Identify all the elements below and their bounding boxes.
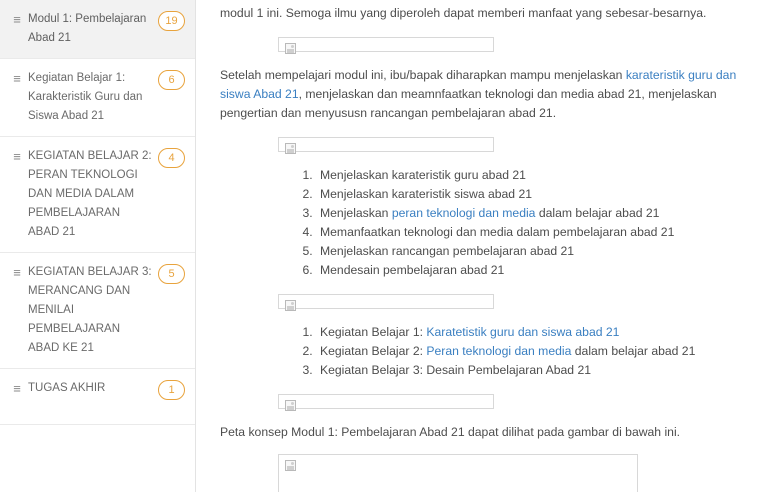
course-navigation-sidebar: [0, 0, 196, 492]
broken-image-icon: [285, 43, 296, 54]
sidebar-item-label: Kegiatan Belajar 1: Karakteristik Guru dan Siswa Abad 21: [28, 72, 143, 122]
concept-map-paragraph: Peta konsep Modul 1: Pembelajaran Abad 21 dapat dilihat pada gambar di bawah ini.: [220, 425, 681, 439]
status-badge: 6: [158, 70, 185, 90]
broken-image-placeholder-3: [278, 294, 494, 309]
broken-image-icon: [285, 143, 296, 154]
drag-handle-icon[interactable]: ≡: [13, 149, 21, 164]
broken-image-icon: [285, 400, 296, 411]
drag-handle-icon[interactable]: ≡: [13, 265, 21, 280]
item-text-pre: Kegiatan Belajar 1:: [320, 325, 427, 339]
item-text-pre: Menjelaskan: [320, 206, 392, 220]
item-text-pre: Menjelaskan karateristik siswa abad 21: [320, 187, 533, 201]
objective-paragraph: [220, 66, 746, 123]
objectives-list: [220, 166, 746, 280]
concept-map-image-placeholder: [278, 454, 638, 492]
objective-text-post: , menjelaskan dan meamnfaatkan teknologi dan media abad 21, menjelaskan pengertian dan menyususn rancangan pembelajaran abad 21.: [220, 87, 717, 120]
item-text-pre: Menjelaskan rancangan pembelajaran abad 21: [320, 244, 575, 258]
list-item: [316, 204, 746, 223]
broken-image-icon: [285, 460, 296, 471]
list-item: [316, 223, 746, 242]
list-item: [316, 242, 746, 261]
sidebar-item-label: TUGAS AKHIR: [28, 382, 106, 394]
drag-handle-icon[interactable]: ≡: [13, 71, 21, 86]
sidebar-item-label: Modul 1: Pembelajaran Abad 21: [28, 13, 147, 44]
broken-image-placeholder-2: [278, 137, 494, 152]
list-item: [316, 261, 746, 280]
sidebar-item-label: KEGIATAN BELAJAR 3: MERANCANG DAN MENILAI PEMBELAJARAN ABAD KE 21: [28, 266, 152, 354]
list-item: [316, 361, 746, 380]
lesson-content: [196, 0, 760, 492]
sidebar-item-kegiatan-belajar-1[interactable]: [0, 59, 195, 137]
list-item: [316, 185, 746, 204]
item-text-pre: Mendesain pembelajaran abad 21: [320, 263, 505, 277]
item-text-pre: Menjelaskan karateristik guru abad 21: [320, 168, 526, 182]
drag-handle-icon[interactable]: ≡: [13, 12, 21, 27]
objective-text-pre: Setelah mempelajari modul ini, ibu/bapak diharapkan mampu menjelaskan: [220, 68, 626, 82]
item-text-pre: Memanfaatkan teknologi dan media dalam pembelajaran abad 21: [320, 225, 675, 239]
link-karateristik-guru-dan-siswa[interactable]: karateristik guru dan siswa Abad 21: [220, 68, 737, 101]
sidebar-item-tugas-akhir[interactable]: [0, 369, 195, 425]
status-badge: 1: [158, 380, 185, 400]
list-item: [316, 323, 746, 342]
sidebar-item-kegiatan-belajar-2[interactable]: [0, 137, 195, 253]
intro-paragraph: modul 1 ini. Semoga ilmu yang diperoleh dapat memberi manfaat yang sebesar-besarnya.: [220, 6, 707, 20]
activities-list: [220, 323, 746, 380]
list-item: [316, 342, 746, 361]
sidebar-item-kegiatan-belajar-3[interactable]: [0, 253, 195, 369]
drag-handle-icon[interactable]: ≡: [13, 381, 21, 396]
sidebar-item-modul-1[interactable]: [0, 0, 195, 59]
sidebar-item-label: KEGIATAN BELAJAR 2: PERAN TEKNOLOGI DAN MEDIA DALAM PEMBELAJARAN ABAD 21: [28, 150, 152, 238]
item-text-pre: Kegiatan Belajar 2:: [320, 344, 427, 358]
item-text-pre: Kegiatan Belajar 3: Desain Pembelajaran Abad 21: [320, 363, 592, 377]
item-text-post: dalam belajar abad 21: [535, 206, 660, 220]
status-badge: 5: [158, 264, 185, 284]
broken-image-placeholder-4: [278, 394, 494, 409]
broken-image-icon: [285, 300, 296, 311]
list-item: [316, 166, 746, 185]
status-badge: 4: [158, 148, 185, 168]
broken-image-placeholder-1: [278, 37, 494, 52]
link-peran-teknologi-dan-media[interactable]: peran teknologi dan media: [391, 206, 536, 220]
status-badge: 19: [158, 11, 185, 31]
link-kegiatan-belajar-2[interactable]: Peran teknologi dan media: [426, 344, 572, 358]
item-text-post: dalam belajar abad 21: [571, 344, 696, 358]
link-kegiatan-belajar-1[interactable]: Karatetistik guru dan siswa abad 21: [426, 325, 620, 339]
